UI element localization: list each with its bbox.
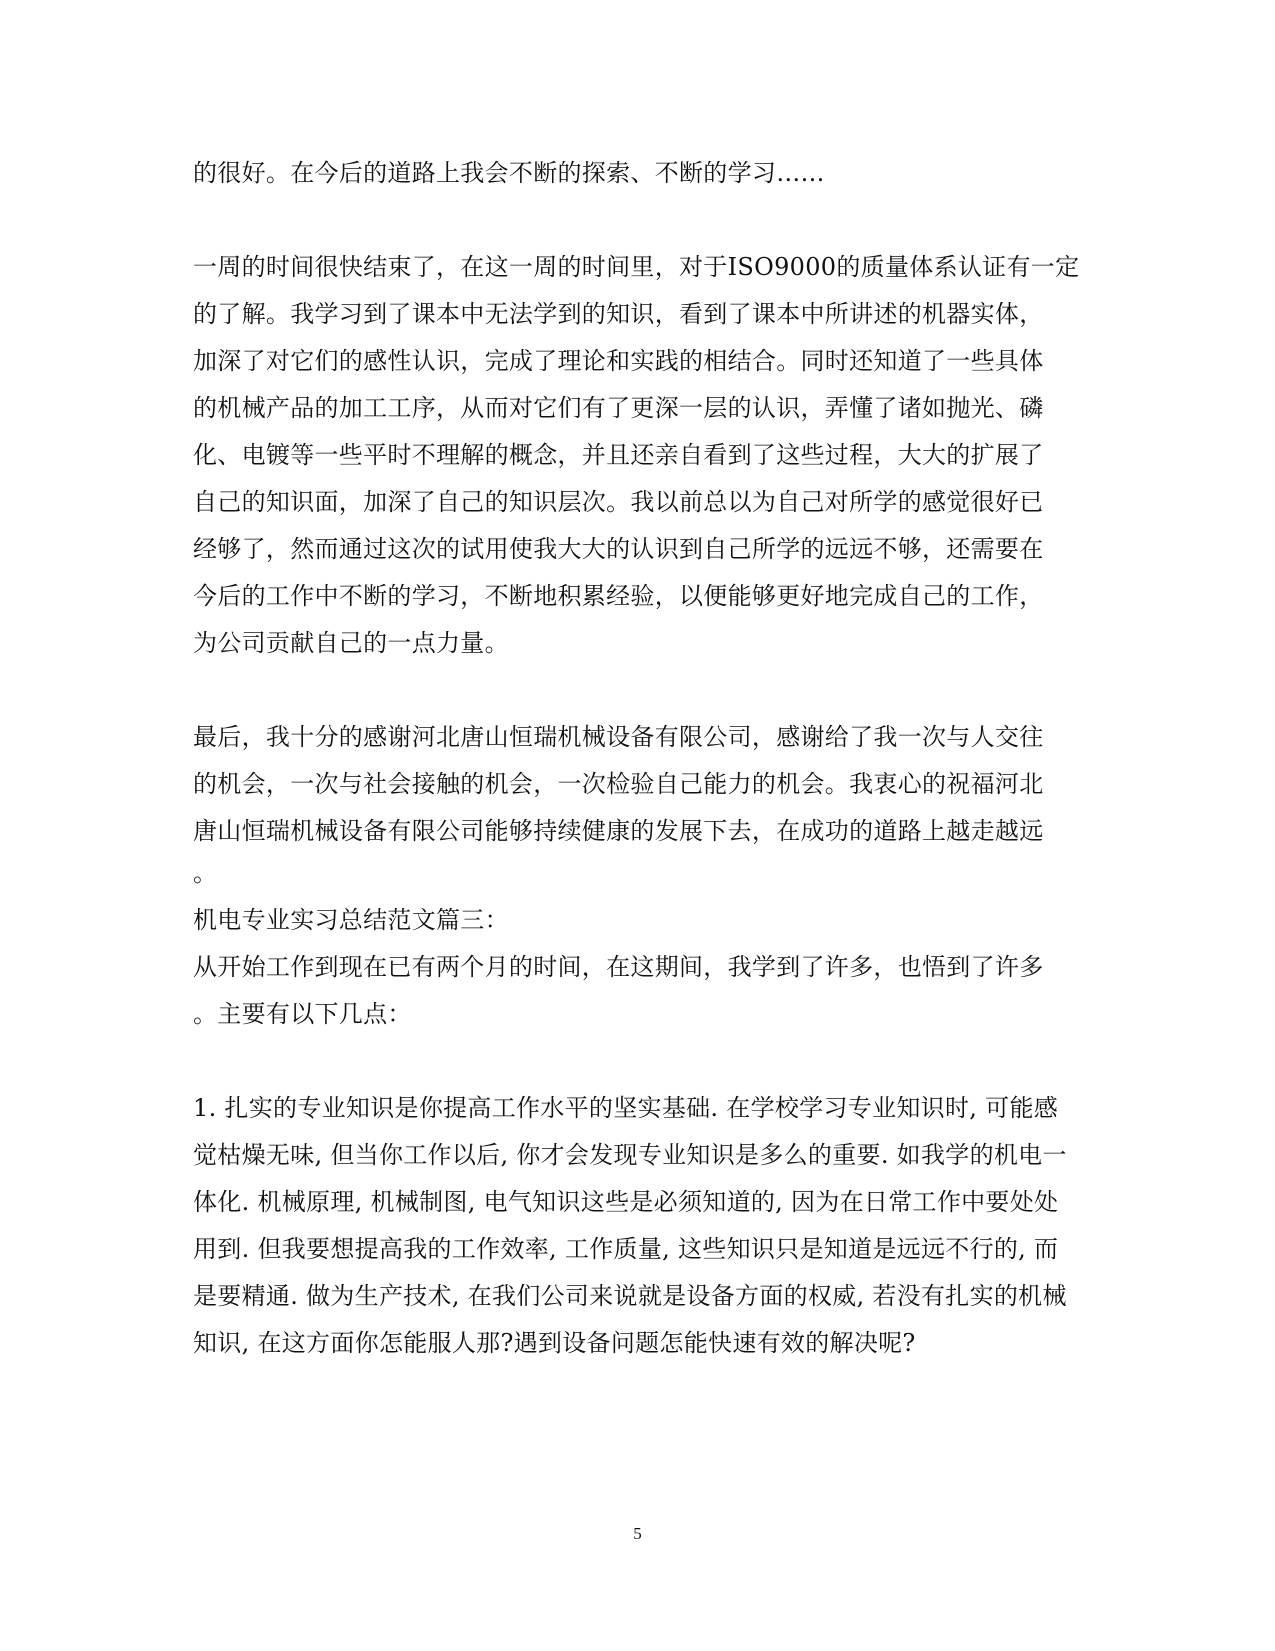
text-line: 为公司贡献自己的一点力量。 <box>193 629 509 657</box>
text-line: 的了解。我学习到了课本中无法学到的知识，看到了课本中所讲述的机器实体， <box>193 300 1044 328</box>
page-number: 5 <box>633 1524 642 1543</box>
text-line: 用到. 但我要想提高我的工作效率, 工作质量, 这些知识只是知道是远远不行的, 而 <box>193 1235 1059 1263</box>
text-line: 。 <box>193 859 218 887</box>
text-line: 加深了对它们的感性认识，完成了理论和实践的相结合。同时还知道了一些具体 <box>193 347 1044 375</box>
text-line: 。主要有以下几点： <box>193 1000 412 1028</box>
text-line: 体化. 机械原理, 机械制图, 电气知识这些是必须知道的, 因为在日常工作中要处处 <box>193 1188 1059 1216</box>
text-line: 觉枯燥无味, 但当你工作以后, 你才会发现专业知识是多么的重要. 如我学的机电一 <box>193 1141 1067 1169</box>
section-heading: 机电专业实习总结范文篇三： <box>193 906 509 934</box>
text-line: 自己的知识面，加深了自己的知识层次。我以前总以为自己对所学的感觉很好已 <box>193 488 1044 516</box>
text-line: 知识, 在这方面你怎能服人那?遇到设备问题怎能快速有效的解决呢? <box>193 1329 916 1357</box>
text-line: 最后，我十分的感谢河北唐山恒瑞机械设备有限公司，感谢给了我一次与人交往 <box>193 723 1044 751</box>
text-line: 1. 扎实的专业知识是你提高工作水平的坚实基础. 在学校学习专业知识时, 可能感 <box>193 1094 1059 1122</box>
text-line: 唐山恒瑞机械设备有限公司能够持续健康的发展下去，在成功的道路上越走越远 <box>193 817 1044 845</box>
text-line: 经够了，然而通过这次的试用使我大大的认识到自己所学的远远不够，还需要在 <box>193 535 1044 563</box>
text-line: 的很好。在今后的道路上我会不断的探索、不断的学习…… <box>193 159 825 187</box>
text-line: 化、电镀等一些平时不理解的概念，并且还亲自看到了这些过程，大大的扩展了 <box>193 441 1044 469</box>
text-line: 从开始工作到现在已有两个月的时间，在这期间，我学到了许多，也悟到了许多 <box>193 953 1044 981</box>
text-line: 的机会，一次与社会接触的机会，一次检验自己能力的机会。我衷心的祝福河北 <box>193 770 1044 798</box>
text-line: 一周的时间很快结束了，在这一周的时间里，对于ISO9000的质量体系认证有一定 <box>193 253 1080 281</box>
text-line: 今后的工作中不断的学习，不断地积累经验，以便能够更好地完成自己的工作， <box>193 582 1044 610</box>
text-line: 是要精通. 做为生产技术, 在我们公司来说就是设备方面的权威, 若没有扎实的机械 <box>193 1282 1067 1310</box>
text-line: 的机械产品的加工工序，从而对它们有了更深一层的认识，弄懂了诸如抛光、磷 <box>193 394 1044 422</box>
